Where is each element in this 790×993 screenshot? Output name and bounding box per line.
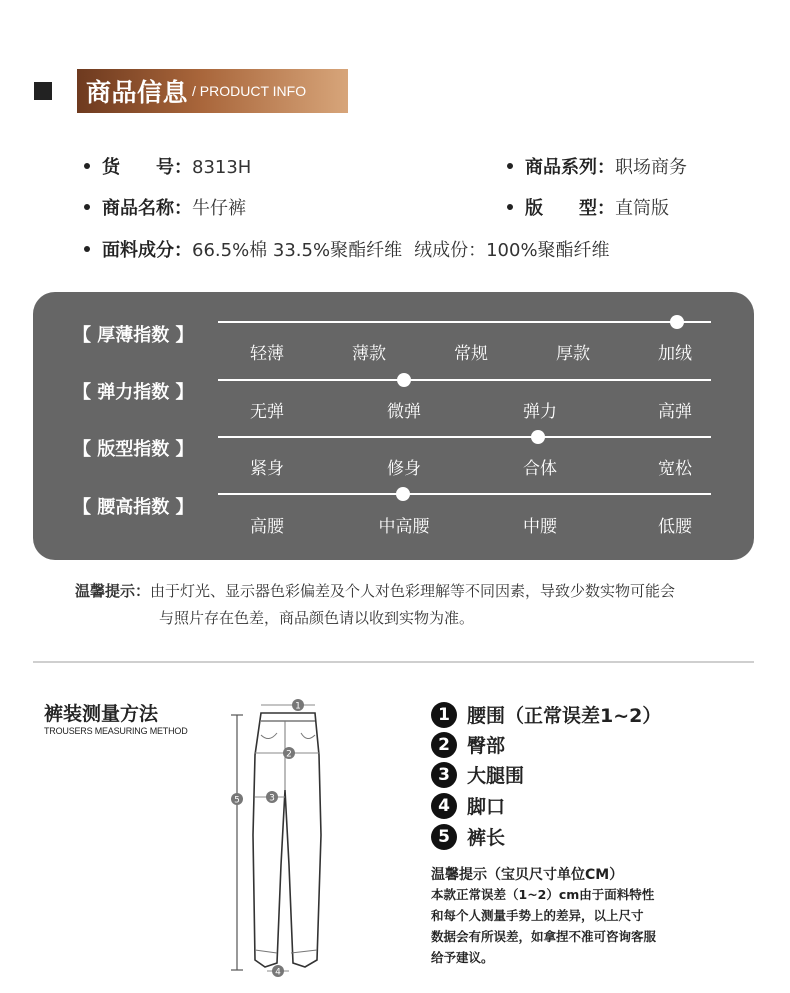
index-knob — [531, 430, 545, 444]
index-option: 加绒 — [658, 344, 692, 364]
note-line2: 与照片存在色差，商品颜色请以收到实物为准。 — [159, 609, 475, 627]
index-title-fit: 【 版型指数 】 — [73, 439, 194, 460]
index-option: 紧身 — [250, 459, 284, 479]
index-track — [218, 493, 711, 495]
info-series: 商品系列：职场商务 — [507, 153, 687, 179]
index-title-elasticity: 【 弹力指数 】 — [73, 382, 194, 403]
bullet-icon — [84, 163, 90, 169]
measure-tip-line: 本款正常误差（1~2）cm由于面料特性 — [431, 887, 655, 902]
measure-tip-line: 给予建议。 — [431, 950, 494, 965]
index-knob — [670, 315, 684, 329]
index-option: 厚款 — [556, 344, 590, 364]
divider — [33, 661, 754, 663]
trousers-diagram — [225, 695, 345, 980]
info-item-no: 货 号：8313H — [84, 153, 251, 179]
bullet-icon — [507, 204, 513, 210]
index-option: 修身 — [387, 459, 421, 479]
section-title-en: / PRODUCT INFO — [192, 83, 307, 99]
measure-tip-line: 数据会有所误差，如拿捏不准可咨询客服 — [431, 929, 657, 944]
index-title-waist: 【 腰高指数 】 — [73, 497, 194, 518]
index-option: 薄款 — [352, 344, 386, 364]
measure-tip-heading: 温馨提示（宝贝尺寸单位CM） — [431, 867, 624, 883]
index-option: 高腰 — [250, 517, 284, 537]
index-option: 无弹 — [250, 402, 284, 422]
bullet-icon — [84, 204, 90, 210]
measure-tip-line: 和每个人测量手势上的差异，以上尺寸 — [431, 908, 644, 923]
bullet-icon — [84, 246, 90, 252]
number-badge-icon: 4 — [431, 793, 457, 819]
measure-item-thigh: 3 大腿围 — [431, 761, 524, 788]
index-title-thickness: 【 厚薄指数 】 — [73, 325, 194, 346]
number-badge-icon: 5 — [431, 824, 457, 850]
index-option: 高弹 — [658, 402, 692, 422]
measure-item-waist: 1 腰围（正常误差1~2） — [431, 701, 661, 728]
index-option: 弹力 — [523, 402, 557, 422]
note-label: 温馨提示： — [75, 582, 151, 600]
diagram-marker-4 — [272, 965, 284, 978]
index-track — [218, 379, 711, 381]
index-panel — [33, 292, 754, 560]
measure-item-hip: 2 臀部 — [431, 731, 505, 758]
section-title-cn: 商品信息 — [86, 78, 189, 107]
svg-text:5: 5 — [234, 795, 240, 806]
section-header — [77, 69, 348, 113]
svg-text:1: 1 — [295, 701, 301, 712]
index-option: 轻薄 — [250, 344, 284, 364]
info-name: 商品名称：牛仔裤 — [84, 194, 246, 220]
index-option: 宽松 — [658, 459, 692, 479]
svg-text:3: 3 — [269, 793, 275, 804]
info-fabric: 面料成分：66.5%棉 33.5%聚酯纤维 绒成份：100%聚酯纤维 — [84, 236, 610, 262]
number-badge-icon: 1 — [431, 702, 457, 728]
svg-text:2: 2 — [286, 749, 292, 760]
index-knob — [396, 487, 410, 501]
number-badge-icon: 2 — [431, 732, 457, 758]
measure-title-cn: 裤装测量方法 — [44, 703, 159, 725]
measure-item-length: 5 裤长 — [431, 823, 505, 850]
index-option: 低腰 — [658, 517, 692, 537]
svg-text:4: 4 — [275, 967, 281, 978]
measure-item-hem: 4 脚口 — [431, 792, 505, 819]
index-knob — [397, 373, 411, 387]
index-option: 微弹 — [387, 402, 421, 422]
index-option: 合体 — [523, 459, 557, 479]
bullet-icon — [507, 163, 513, 169]
index-track — [218, 321, 711, 323]
info-fit: 版 型：直筒版 — [507, 194, 669, 220]
color-note — [75, 578, 675, 632]
diagram-marker-5 — [231, 793, 243, 806]
header-square-icon — [34, 82, 52, 100]
index-option: 常规 — [454, 344, 488, 364]
index-option: 中腰 — [523, 517, 557, 537]
diagram-marker-1 — [292, 699, 304, 712]
measure-title-en: TROUSERS MEASURING METHOD — [44, 726, 188, 736]
index-track — [218, 436, 711, 438]
index-option: 中高腰 — [378, 517, 430, 537]
note-line1: 由于灯光、显示器色彩偏差及个人对色彩理解等不同因素，导致少数实物可能会 — [150, 582, 676, 600]
number-badge-icon: 3 — [431, 762, 457, 788]
